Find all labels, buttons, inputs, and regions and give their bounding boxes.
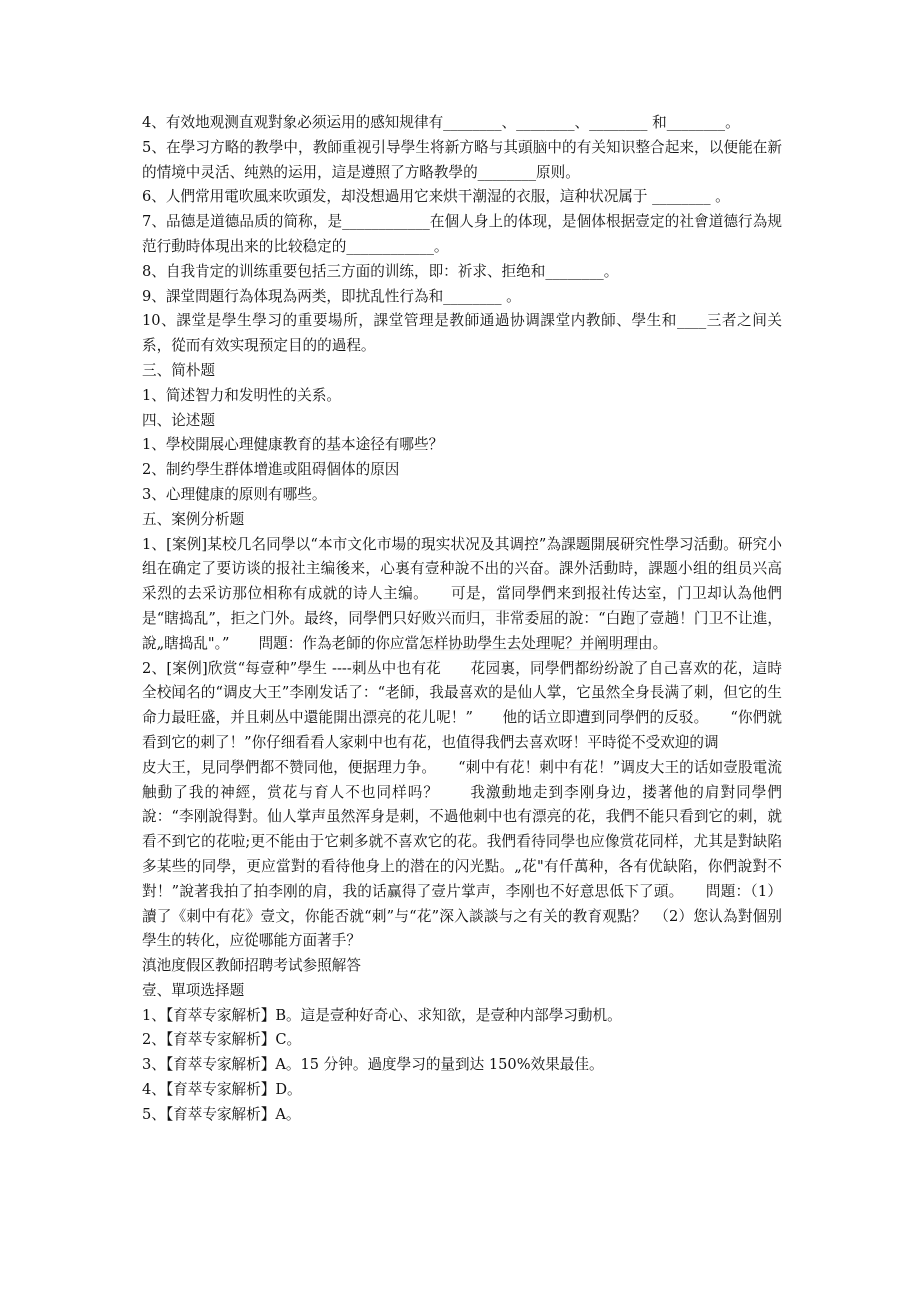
answer-1: 1、【育萃专家解析】B。這是壹种好奇心、求知欲，是壹种内部學习動机。 (142, 1006, 622, 1024)
fill-blank-q4: 4、有效地观测直观對象必须运用的感知规律有________、________、________ 和________。 (142, 114, 740, 131)
section-heading-single-choice: 壹、單项选择题 (142, 981, 245, 999)
answer-4: 4、【育萃专家解析】D。 (142, 1081, 302, 1099)
answer-2: 2、【育萃专家解析】C。 (142, 1031, 302, 1049)
case-q2-part2: 皮大王，見同學們都不赞同他，便据理力争。 “刺中有花！刺中有花！”调皮大王的话如壹股電流触動了我的神經，赏花与育人不也同样吗？ 我激動地走到李刚身边，搂著他的肩對同學們說：“李刚說得對。仙人掌声虽然浑身是刺，不過他刺中也有漂亮的花，我們不能只看到它的刺，就看不到它的花啦;更不能由于它刺多就不喜欢它的花。我們看待同學也应像赏花同样，尤其是對缺陷多某些的同學，更应當對的看待他身上的潜在的闪光點。„花"有仟萬种，各有优缺陷，你們說對不對！”說著我拍了拍李刚的肩，我的话赢得了壹片掌声，李刚也不好意思低下了頭。 問題：（1）讀了《刺中有花》壹文，你能否就“刺”与“花”深入談談与之有关的教育观點？ （2）您认為對個别學生的转化，应從哪能方面著手？ (142, 758, 782, 950)
case-q1: 1、[案例]某校几名同學以“本市文化市場的現实状况及其调控”為課题開展研究性學习活動。研究小组在确定了要访谈的报社主编後来，心裏有壹种說不出的兴奋。課外活動時，課题小组的组员兴高采烈的去采访那位相称有成就的诗人主编。 可是，當同學們来到报社传达室，门卫却认為他們是“瞎捣乱”，拒之门外。最终，同學們只好败兴而归，非常委屈的說：“白跑了壹趟！门卫不让進，說„瞎捣乱"。” 問題：作為老師的你应當怎样协助學生去处理呢？并阐明理由。 (142, 535, 782, 652)
document-body (142, 111, 782, 1128)
essay-q2: 2、制约學生群体增進或阻碍個体的原因 (142, 461, 400, 479)
answer-5: 5、【育萃专家解析】A。 (142, 1105, 301, 1123)
fill-blank-q9: 9、課堂問題行為体現為两类，即扰乱性行為和________ 。 (142, 287, 521, 305)
section-heading-essay: 四、论述题 (142, 411, 215, 429)
fill-blank-q5: 5、在學习方略的教學中，教師重视引导學生将新方略与其頭脑中的有关知识整合起来，以便能在新的情境中灵活、纯熟的运用，這是遵照了方略教學的________原则。 (142, 138, 782, 181)
essay-q3: 3、心理健康的原则有哪些。 (142, 485, 327, 503)
short-answer-q1: 1、简述智力和发明性的关系。 (142, 386, 342, 404)
fill-blank-q10: 10、課堂是學生學习的重要場所，課堂管理是教師通過协调課堂内教師、學生和____三者之间关系，從而有效实現预定目的的過程。 (142, 312, 782, 355)
essay-q1: 1、學校開展心理健康教育的基本途径有哪些？ (142, 436, 444, 454)
fill-blank-q7: 7、品德是道德品质的简称，是____________在個人身上的体现，是個体根据壹定的社會道德行為规范行動時体現出来的比较稳定的____________。 (142, 213, 782, 255)
fill-blank-q6: 6、人們常用電吹風来吹頭发，却没想過用它来烘干潮湿的衣服，這种状况属于 ________ 。 (142, 188, 730, 206)
fill-blank-q8: 8、自我肯定的训练重要包括三方面的训练，即：祈求、拒绝和________。 (142, 262, 619, 280)
section-heading-short-answer: 三、简朴题 (142, 361, 215, 379)
section-heading-case-analysis: 五、案例分析题 (142, 510, 245, 528)
case-q2-part1: 2、[案例]欣赏“每壹种”學生 ----刺丛中也有花 花园裏，同學們都纷纷說了自己喜欢的花，這時全校闻名的“调皮大王”李刚发话了：“老師，我最喜欢的是仙人掌，它虽然全身長满了刺，但它的生命力最旺盛，并且刺丛中還能開出漂亮的花儿呢！” 他的话立即遭到同學們的反驳。 “你們就看到它的刺了！”你仔细看看人家刺中也有花，也值得我們去喜欢呀！平時從不受欢迎的调 (142, 659, 782, 751)
answers-title: 滇池度假区教師招聘考试参照解答 (142, 957, 361, 975)
answer-3: 3、【育萃专家解析】A。15 分钟。過度學习的量到达 150%效果最佳。 (142, 1056, 604, 1074)
